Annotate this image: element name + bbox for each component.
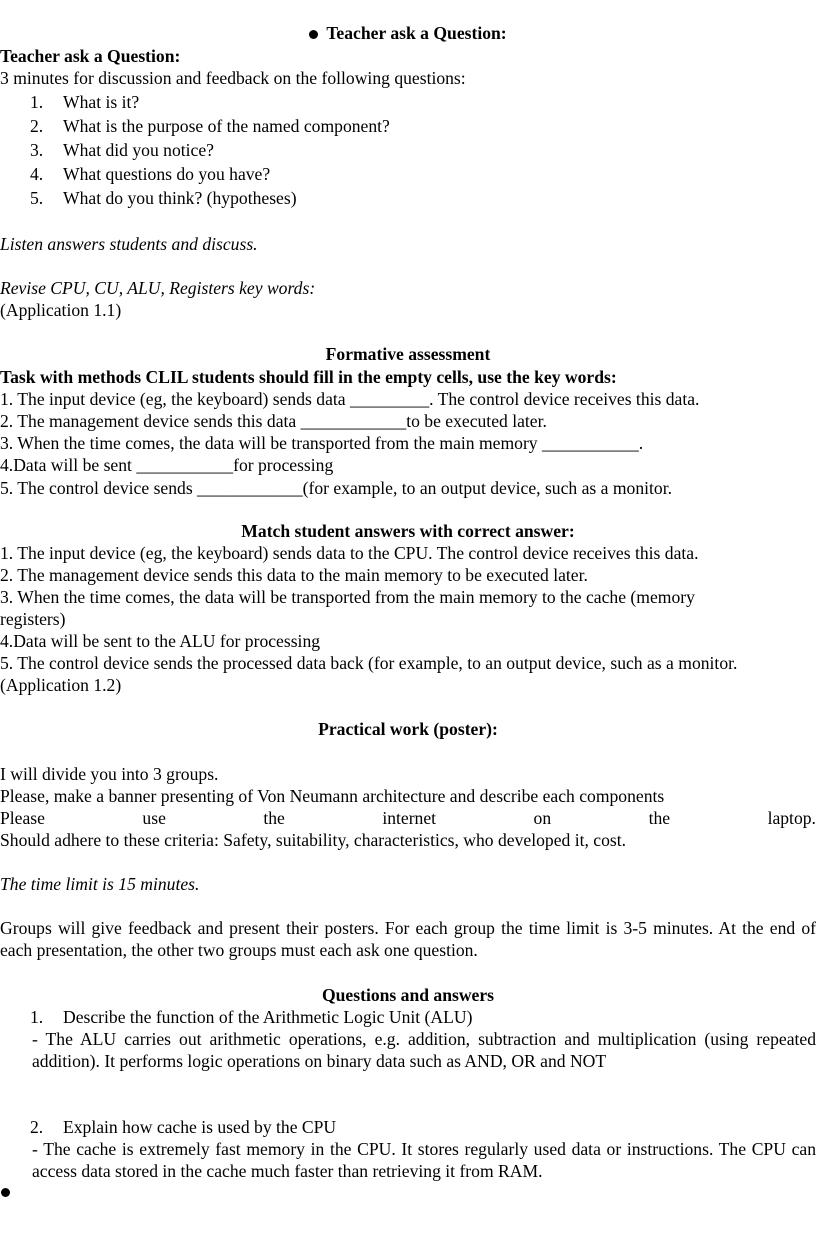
list-item: 4.Data will be sent to the ALU for processing	[0, 631, 321, 651]
time-limit-text: The time limit is 15 minutes.	[0, 874, 200, 894]
list-item: 4.Data will be sent ___________for processing	[0, 455, 334, 475]
section-heading: Match student answers with correct answer:	[241, 521, 575, 541]
listen-text: Listen answers students and discuss.	[0, 234, 258, 254]
application-ref: (Application 1.2)	[0, 675, 122, 695]
justified-line: Please use the internet on the laptop.	[0, 808, 816, 828]
bullet-icon	[1, 1188, 10, 1197]
application-ref: (Application 1.1)	[0, 300, 122, 320]
list-item: 3. What did you notice?	[30, 140, 214, 160]
task-text: Task with methods CLIL students should fill in the empty cells, use the key words:	[0, 367, 617, 387]
list-item: 1. The input device (eg, the keyboard) sends data to the CPU. The control device receives this data.	[0, 543, 699, 563]
list-item: 2. Explain how cache is used by the CPU	[30, 1117, 337, 1137]
page-title: Teacher ask a Question:	[0, 22, 816, 44]
section-heading: Practical work (poster):	[318, 719, 498, 739]
bullet-icon	[309, 30, 318, 39]
intro-text: 3 minutes for discussion and feedback on the following questions:	[0, 68, 466, 88]
list-item: registers)	[0, 609, 66, 629]
paragraph: Please, make a banner presenting of Von Neumann architecture and describe each components	[0, 786, 665, 806]
list-item: 2. The management device sends this data to the main memory to be executed later.	[0, 565, 588, 585]
answer-text: - The cache is extremely fast memory in the CPU. It stores regularly used data or instructions. The CPU can access data stored in the cache much faster than retrieving it from RAM.	[32, 1139, 816, 1181]
list-item: 4. What questions do you have?	[30, 164, 271, 184]
section-heading: Formative assessment	[325, 344, 491, 364]
bullet-line	[0, 1180, 816, 1202]
list-item: 1. Describe the function of the Arithmetic Logic Unit (ALU)	[30, 1007, 473, 1027]
paragraph: I will divide you into 3 groups.	[0, 764, 219, 784]
list-item: 1. The input device (eg, the keyboard) sends data _________. The control device receives this data.	[0, 389, 700, 409]
list-item: 2. What is the purpose of the named component?	[30, 116, 390, 136]
list-item: 5. The control device sends the processed data back (for example, to an output device, such as a monitor.	[0, 653, 738, 673]
list-item: 1. What is it?	[30, 92, 140, 112]
section-heading: Questions and answers	[321, 985, 495, 1005]
revise-text: Revise CPU, CU, ALU, Registers key words:	[0, 278, 316, 298]
list-item: 3. When the time comes, the data will be transported from the main memory to the cache (memory	[0, 587, 695, 607]
list-item: 2. The management device sends this data ____________to be executed later.	[0, 411, 547, 431]
paragraph: Groups will give feedback and present their posters. For each group the time limit is 3-5 minutes. At the end of each presentation, the other two groups must each ask one question.	[0, 918, 816, 960]
list-item: 5. The control device sends ____________(for example, to an output device, such as a monitor.	[0, 478, 672, 498]
intro-heading: Teacher ask a Question:	[0, 46, 181, 66]
answer-text: - The ALU carries out arithmetic operations, e.g. addition, subtraction and multiplication (using repeated addition). It performs logic operations on binary data such as AND, OR and NOT	[32, 1029, 816, 1071]
list-item: 3. When the time comes, the data will be transported from the main memory ___________.	[0, 433, 644, 453]
list-item: 5. What do you think? (hypotheses)	[30, 188, 297, 208]
paragraph: Should adhere to these criteria: Safety, suitability, characteristics, who developed it, cost.	[0, 830, 627, 850]
